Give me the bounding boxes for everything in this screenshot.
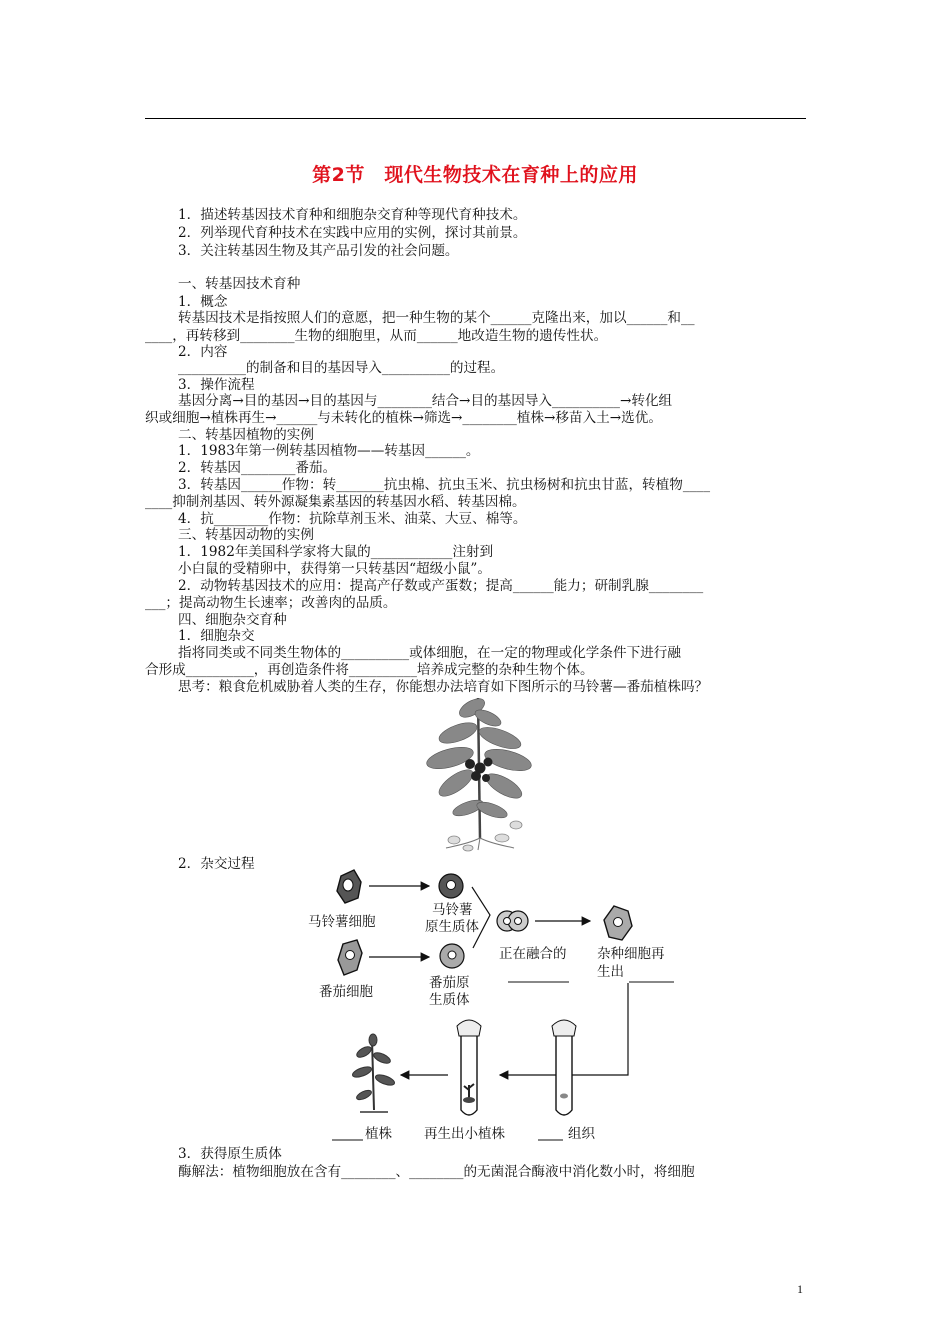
s3-line-1: 1．1982年美国科学家将大鼠的____________注射到 <box>178 544 494 560</box>
label-plantlet: 再生出小植株 <box>424 1126 505 1142</box>
s4-think-line: 思考：粮食危机威胁着人类的生存，你能想办法培育如下图所示的马铃薯—番茄植株吗？ <box>178 679 709 695</box>
potato-cell-icon <box>337 870 361 903</box>
label-tomato-protoplast-1: 番茄原 <box>429 975 470 991</box>
objective-1: 1．描述转基因技术育种和细胞杂交育种等现代育种技术。 <box>178 207 527 223</box>
tube-callus-icon <box>552 1020 576 1115</box>
objective-2: 2．列举现代育种技术在实践中应用的实例，探讨其前景。 <box>178 225 527 241</box>
label-tomato-protoplast-2: 生质体 <box>429 992 470 1008</box>
s3-line-2: 小白鼠的受精卵中，获得第一只转基因“超级小鼠”。 <box>178 561 491 577</box>
s1-concept-line-1: 转基因技术是指按照人们的意愿，把一种生物的某个______克隆出来，加以______和__ <box>178 310 695 326</box>
s4-hybrid-line-2: 合形成__________，再创造条件将__________培养成完整的杂种生物个体。 <box>145 662 594 678</box>
label-potato-cell: 马铃薯细胞 <box>308 914 376 930</box>
tomato-protoplast-icon <box>440 944 464 968</box>
s4-process-heading: 2．杂交过程 <box>178 856 255 872</box>
objective-3: 3．关注转基因生物及其产品引发的社会问题。 <box>178 243 459 259</box>
s2-line-1: 1．1983年第一例转基因植物——转基因______。 <box>178 443 480 459</box>
s4-hybrid-line-1: 指将同类或不同类生物体的__________或体细胞，在一定的物理或化学条件下进行融 <box>178 645 681 661</box>
plant-icon <box>351 1034 396 1112</box>
section-2-heading: 二、转基因植物的实例 <box>178 427 314 443</box>
s4-protoplast-heading: 3．获得原生质体 <box>178 1146 282 1162</box>
potato-protoplast-icon <box>439 874 463 898</box>
s2-line-3: 3．转基因______作物：转_______抗虫棉、抗虫玉米、抗虫杨树和抗虫甘蓝，转植物____ <box>178 477 711 493</box>
section-4-heading: 四、细胞杂交育种 <box>178 612 287 628</box>
s1-process-line-2: 织或细胞→植株再生→______与未转化的植株→筛选→________植株→移苗入土→选优。 <box>145 410 662 426</box>
page-title: 第2节 现代生物技术在育种上的应用 <box>312 164 638 186</box>
s4-hybrid-heading: 1．细胞杂交 <box>178 628 255 644</box>
s1-content-line: __________的制备和目的基因导入__________的过程。 <box>178 360 505 376</box>
s3-line-4: ___；提高动物生长速率；改善肉的品质。 <box>145 595 397 611</box>
s4-enzyme-line: 酶解法：植物细胞放在含有________、________的无菌混合酶液中消化数小时，将细胞 <box>178 1164 695 1180</box>
s1-concept-heading: 1．概念 <box>178 294 228 310</box>
s2-line-5: 4．抗________作物：抗除草剂玉米、油菜、大豆、棉等。 <box>178 511 527 527</box>
s3-line-3: 2．动物转基因技术的应用：提高产仔数或产蛋数；提高______能力；研制乳腺________ <box>178 578 704 594</box>
s1-process-line-1: 基因分离→目的基因→目的基因与________结合→目的基因导入__________→转化组 <box>178 393 673 409</box>
label-hybrid-2: 生出 <box>597 964 624 980</box>
label-hybrid-1: 杂种细胞再 <box>597 946 665 962</box>
s1-process-heading: 3．操作流程 <box>178 377 255 393</box>
label-potato-protoplast-1: 马铃薯 <box>432 902 473 918</box>
label-fusing: 正在融合的 <box>499 946 567 962</box>
label-potato-protoplast-2: 原生质体 <box>425 919 479 935</box>
section-3-heading: 三、转基因动物的实例 <box>178 527 314 543</box>
tube-plantlet-icon <box>457 1020 481 1115</box>
header-rule <box>145 118 806 119</box>
hybridization-diagram <box>308 870 674 1142</box>
s2-line-4: ____抑制剂基因、转外源凝集素基因的转基因水稻、转基因棉。 <box>145 494 526 510</box>
tomato-cell-icon <box>338 940 362 975</box>
hybrid-cell-icon <box>604 906 632 940</box>
fusing-cell-icon <box>497 911 517 931</box>
label-tomato-cell: 番茄细胞 <box>319 984 373 1000</box>
label-tissue: 组织 <box>568 1126 595 1142</box>
label-plant: 植株 <box>365 1126 392 1142</box>
s1-concept-line-2: ____，再转移到________生物的细胞里，从而______地改造生物的遗传性状。 <box>145 328 608 344</box>
section-1-heading: 一、转基因技术育种 <box>178 276 301 292</box>
s2-line-2: 2．转基因________番茄。 <box>178 460 337 476</box>
page-number: 1 <box>797 1282 803 1296</box>
s1-content-heading: 2．内容 <box>178 344 228 360</box>
potato-tomato-plant-image <box>424 695 533 851</box>
